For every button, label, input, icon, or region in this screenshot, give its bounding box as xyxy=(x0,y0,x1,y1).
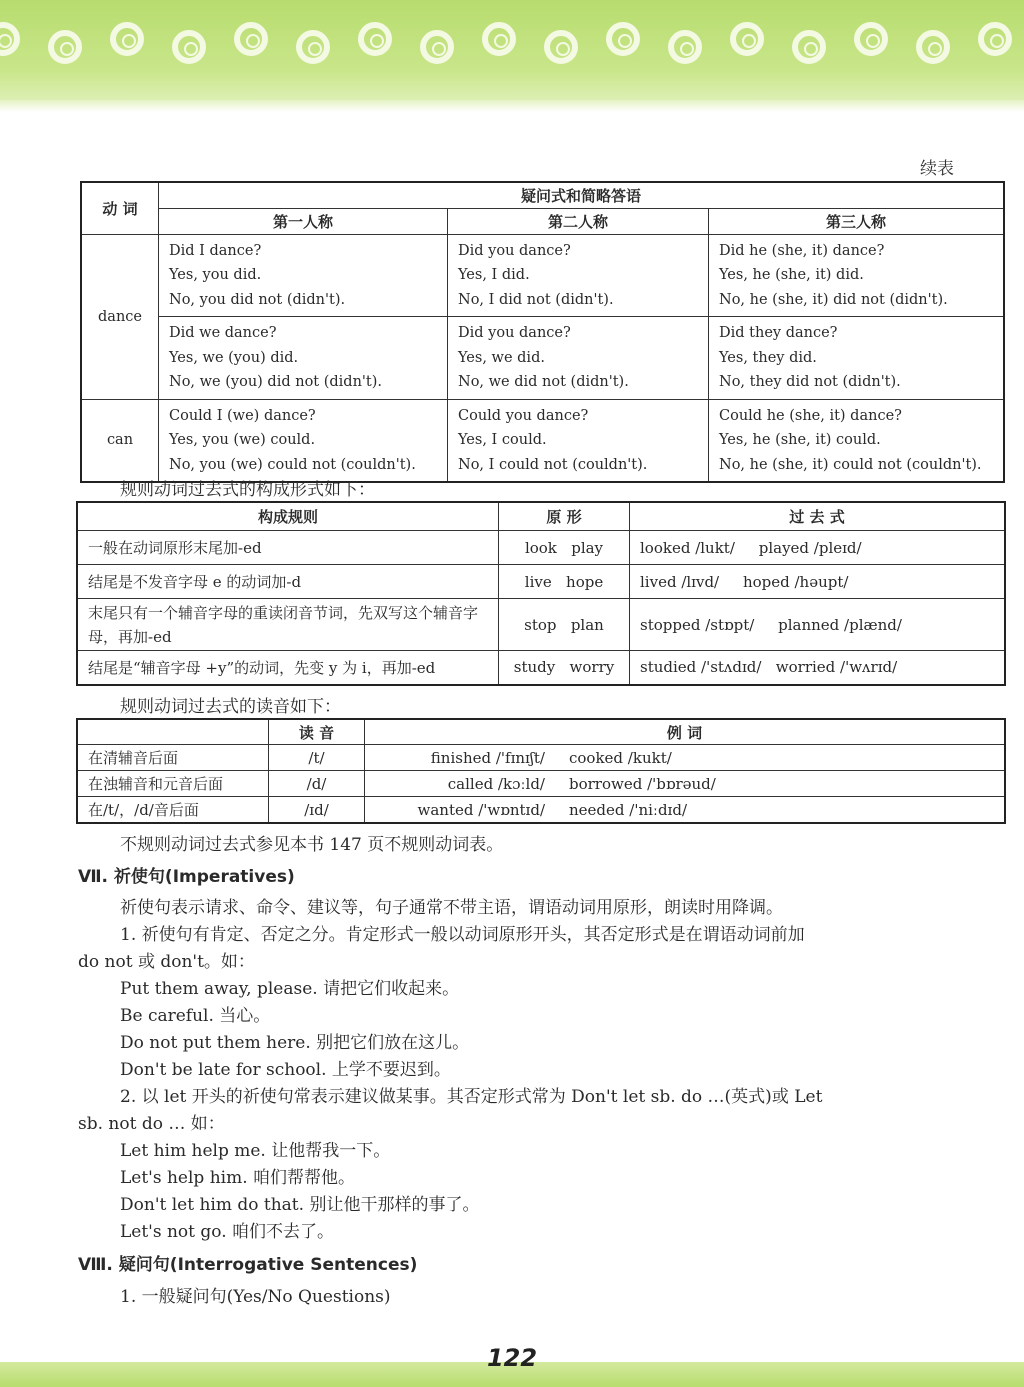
condition-cell: 在清辅音后面 xyxy=(77,745,269,771)
sound-header: 读 音 xyxy=(269,719,365,745)
base-header: 原 形 xyxy=(499,502,630,531)
section-8-title: Ⅷ. 疑问句(Interrogative Sentences) xyxy=(78,1255,418,1275)
table-row xyxy=(77,745,1005,771)
continued-label: 续表 xyxy=(920,159,954,179)
example-sentence: Put them away, please. 请把它们收起来。 xyxy=(120,979,460,999)
table-row xyxy=(77,797,1005,824)
table-row xyxy=(81,317,1004,400)
table-row xyxy=(81,399,1004,482)
formation-rules-table xyxy=(76,501,1006,686)
example-sentence: Be careful. 当心。 xyxy=(120,1006,271,1026)
table-cell: Did I dance? Yes, you did. No, you did not (didn't). xyxy=(159,234,448,317)
header-decoration xyxy=(0,0,1024,100)
rule-cell: 结尾是“辅音字母 +y”的动词，先变 y 为 i，再加-ed xyxy=(77,651,499,685)
example-sentence: Don't let him do that. 别让他干那样的事了。 xyxy=(120,1195,480,1215)
paragraph: 1. 祈使句有肯定、否定之分。肯定形式一般以动词原形开头，其否定形式是在谓语动词前加 xyxy=(120,925,805,945)
sound-cell: /d/ xyxy=(269,771,365,797)
base-cell: study worry xyxy=(499,651,630,685)
table-row xyxy=(77,565,1005,599)
past-cell: studied /'stʌdɪd/ worried /'wʌrɪd/ xyxy=(630,651,1006,685)
example-sentence: Let's not go. 咱们不去了。 xyxy=(120,1222,335,1242)
table-cell: Could you dance? Yes, I could. No, I could not (couldn't). xyxy=(448,399,709,482)
example-sentence: Don't be late for school. 上学不要迟到。 xyxy=(120,1060,451,1080)
base-cell: live hope xyxy=(499,565,630,599)
circle-ornament-icon xyxy=(792,30,826,64)
rule-header: 构成规则 xyxy=(77,502,499,531)
table-cell: Could I (we) dance? Yes, you (we) could. No, you (we) could not (couldn't). xyxy=(159,399,448,482)
pronunciation-table xyxy=(76,718,1006,824)
paragraph: 2. 以 let 开头的祈使句常表示建议做某事。其否定形式常为 Don't let sb. do …(英式)或 Let xyxy=(120,1087,823,1107)
table-cell: Did you dance? Yes, we did. No, we did not (didn't). xyxy=(448,317,709,400)
circle-ornament-icon xyxy=(482,22,516,56)
table-cell: Did he (she, it) dance? Yes, he (she, it) did. No, he (she, it) did not (didn't). xyxy=(709,234,1005,317)
example-sentence: Let him help me. 让他帮我一下。 xyxy=(120,1141,391,1161)
examples-cell: called /kɔːld/ borrowed /'bɒrəud/ xyxy=(365,771,1006,797)
condition-header xyxy=(77,719,269,745)
circle-ornament-icon xyxy=(0,22,20,56)
condition-cell: 在/t/，/d/音后面 xyxy=(77,797,269,824)
section-7-title: Ⅶ. 祈使句(Imperatives) xyxy=(78,867,295,887)
table-row xyxy=(77,771,1005,797)
circle-ornament-icon xyxy=(420,30,454,64)
circle-ornament-icon xyxy=(854,22,888,56)
example-sentence: Do not put them here. 别把它们放在这儿。 xyxy=(120,1033,470,1053)
past-cell: lived /lɪvd/ hoped /həupt/ xyxy=(630,565,1006,599)
circle-ornament-icon xyxy=(48,30,82,64)
past-cell: stopped /stɒpt/ planned /plænd/ xyxy=(630,599,1006,651)
rule-cell: 末尾只有一个辅音字母的重读闭音节词，先双写这个辅音字母，再加-ed xyxy=(77,599,499,651)
table-cell: Did they dance? Yes, they did. No, they did not (didn't). xyxy=(709,317,1005,400)
verb-header: 动 词 xyxy=(81,182,159,234)
base-cell: stop plan xyxy=(499,599,630,651)
header-fade xyxy=(0,100,1024,112)
condition-cell: 在浊辅音和元音后面 xyxy=(77,771,269,797)
example-sentence: Let's help him. 咱们帮帮他。 xyxy=(120,1168,356,1188)
circle-ornament-icon xyxy=(916,30,950,64)
circle-ornament-icon xyxy=(606,22,640,56)
col-third-person: 第三人称 xyxy=(709,208,1005,234)
circle-ornament-icon xyxy=(358,22,392,56)
group-header: 疑问式和简略答语 xyxy=(159,182,1005,208)
circle-ornament-icon xyxy=(978,22,1012,56)
interrogative-forms-table xyxy=(80,181,1005,483)
sound-cell: /ɪd/ xyxy=(269,797,365,824)
paragraph: 1. 一般疑问句(Yes/No Questions) xyxy=(120,1287,391,1307)
circle-ornament-icon xyxy=(110,22,144,56)
table-row xyxy=(81,234,1004,317)
verb-cell: dance xyxy=(81,234,159,399)
table-cell: Could he (she, it) dance? Yes, he (she, it) could. No, he (she, it) could not (couldn't). xyxy=(709,399,1005,482)
circle-ornament-icon xyxy=(544,30,578,64)
irregular-note: 不规则动词过去式参见本书 147 页不规则动词表。 xyxy=(120,835,504,855)
sound-cell: /t/ xyxy=(269,745,365,771)
table-cell: Did you dance? Yes, I did. No, I did not (didn't). xyxy=(448,234,709,317)
past-header: 过 去 式 xyxy=(630,502,1006,531)
table-cell: Did we dance? Yes, we (you) did. No, we (you) did not (didn't). xyxy=(159,317,448,400)
page-number: 122 xyxy=(486,1344,538,1372)
circle-ornament-icon xyxy=(172,30,206,64)
rule-cell: 结尾是不发音字母 e 的动词加-d xyxy=(77,565,499,599)
col-second-person: 第二人称 xyxy=(448,208,709,234)
past-cell: looked /lukt/ played /pleɪd/ xyxy=(630,531,1006,565)
table-row xyxy=(77,651,1005,685)
circle-ornament-icon xyxy=(296,30,330,64)
base-cell: look play xyxy=(499,531,630,565)
table-row xyxy=(77,599,1005,651)
circle-ornament-icon xyxy=(234,22,268,56)
paragraph: do not 或 don't。如： xyxy=(78,952,255,972)
col-first-person: 第一人称 xyxy=(159,208,448,234)
examples-cell: finished /'fɪnɪʃt/ cooked /kukt/ xyxy=(365,745,1006,771)
table-row xyxy=(77,531,1005,565)
paragraph: sb. not do … 如： xyxy=(78,1114,225,1134)
circle-ornament-icon xyxy=(730,22,764,56)
rule-cell: 一般在动词原形末尾加-ed xyxy=(77,531,499,565)
verb-cell: can xyxy=(81,399,159,482)
formation-rules-label: 规则动词过去式的构成形式如下： xyxy=(120,480,375,500)
pronunciation-label: 规则动词过去式的读音如下： xyxy=(120,697,341,717)
examples-cell: wanted /'wɒntɪd/ needed /'niːdɪd/ xyxy=(365,797,1006,824)
examples-header: 例 词 xyxy=(365,719,1006,745)
circle-ornament-icon xyxy=(668,30,702,64)
paragraph: 祈使句表示请求、命令、建议等，句子通常不带主语，谓语动词用原形，朗读时用降调。 xyxy=(120,898,783,918)
